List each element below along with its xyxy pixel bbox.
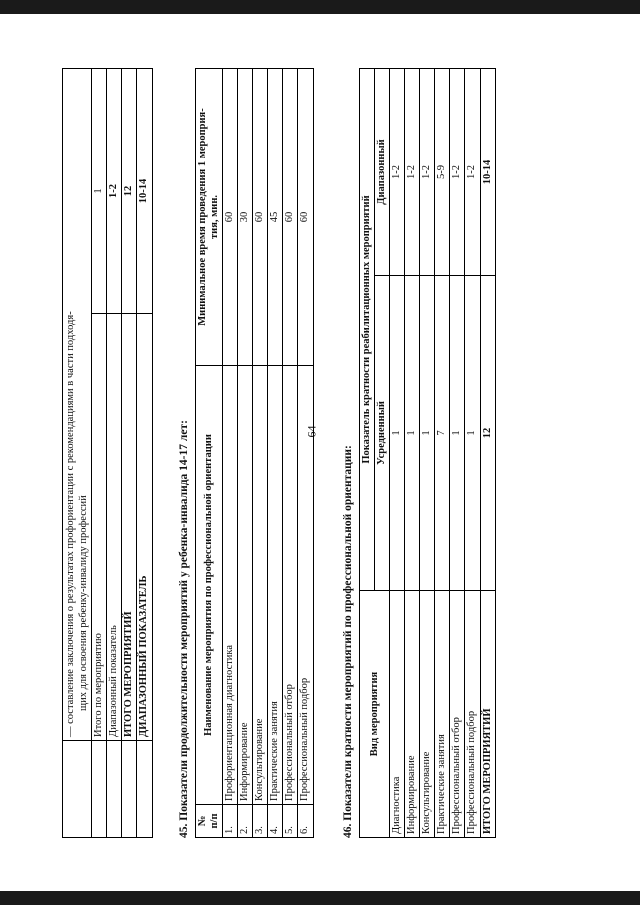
- table45-cell-num: 3.: [253, 805, 268, 838]
- table-row: [92, 69, 107, 838]
- carryover-table: [62, 68, 153, 838]
- carryover-text-line1: — составление заключения о результатах профориентации с рекомендациями в части подходя-: [65, 311, 76, 737]
- carryover-row-value: 12: [122, 69, 137, 314]
- table46-cell-type: Консультирование: [420, 591, 435, 838]
- carryover-text-row: [63, 69, 92, 838]
- carryover-row-label: ДИАПАЗОННЫЙ ПОКАЗАТЕЛЬ: [137, 314, 152, 741]
- carryover-row-label: Итого по мероприятию: [92, 314, 107, 741]
- carryover-row-value: 1-2: [107, 69, 122, 314]
- table-row: [137, 69, 152, 838]
- table46-cell-avg: 1: [420, 276, 435, 591]
- table46-cell-range: 1-2: [405, 69, 420, 276]
- table46-cell-avg: 7: [435, 276, 450, 591]
- table45-block: [195, 68, 314, 838]
- table45-cell-num: 6.: [298, 805, 313, 838]
- table46-cell-avg: 1: [465, 276, 480, 591]
- table45-heading: 45. Показатели продолжительности мероприятий у ребенка-инвалида 14-17 лет:: [178, 420, 190, 838]
- table46-heading: 46. Показатели кратности мероприятий по профессиональной ориентации:: [342, 445, 354, 838]
- table45-header-time-line2: тия, мин.: [209, 195, 221, 240]
- table45-cell-time: 60: [223, 69, 238, 366]
- table46-total-type: ИТОГО МЕРОПРИЯТИЙ: [480, 591, 495, 838]
- table46-cell-avg: 1: [450, 276, 465, 591]
- scan-border-top: [0, 0, 640, 14]
- table45-cell-num: 2.: [238, 805, 253, 838]
- table-row: [238, 69, 253, 838]
- table-header-row: [196, 69, 223, 838]
- table46-header-type: Вид мероприятия: [360, 591, 390, 838]
- table45-cell-num: 5.: [283, 805, 298, 838]
- table-row: [420, 69, 435, 838]
- carryover-row-value: 10-14: [137, 69, 152, 314]
- table45-header-num-line2: п/п: [209, 813, 221, 829]
- table46-cell-type: Информирование: [405, 591, 420, 838]
- table45-cell-num: 4.: [268, 805, 283, 838]
- table45-header-num-line1: №: [197, 815, 208, 827]
- table-row: [405, 69, 420, 838]
- table46-total-avg: 12: [480, 276, 495, 591]
- carryover-text-line2: щих для освоения ребенку-инвалиду профессий: [78, 495, 90, 711]
- table-row: [253, 69, 268, 838]
- table-row: [435, 69, 450, 838]
- scan-border-bottom: [0, 891, 640, 905]
- table-row: [450, 69, 465, 838]
- table45-cell-time: 45: [268, 69, 283, 366]
- table46-header-avg: Усредненный: [375, 276, 390, 591]
- table45-cell-name: Практические занятия: [268, 366, 283, 805]
- table45-cell-name: Информирование: [238, 366, 253, 805]
- table45-cell-name: Консультирование: [253, 366, 268, 805]
- table-row: [223, 69, 238, 838]
- table46-cell-avg: 1: [390, 276, 405, 591]
- table-total-row: [480, 69, 495, 838]
- carryover-table-block: [62, 68, 153, 838]
- table46-cell-type: Профессиональный отбор: [450, 591, 465, 838]
- table46-total-range: 10-14: [480, 69, 495, 276]
- table45-header-name: Наименование мероприятия по профессиональной ориентации: [196, 366, 223, 805]
- page-number: 64: [304, 425, 319, 438]
- table-row: [390, 69, 405, 838]
- table45-header-time-line1: Минимальное время проведения 1 мероприя-: [197, 108, 208, 326]
- table45-cell-time: 60: [253, 69, 268, 366]
- table46-cell-range: 1-2: [420, 69, 435, 276]
- table46-cell-range: 1-2: [390, 69, 405, 276]
- table45-cell-name: Профессиональный подбор: [298, 366, 313, 805]
- table46: [359, 68, 496, 838]
- table46-block: [359, 68, 496, 838]
- table-row: [107, 69, 122, 838]
- rotated-page-content: [50, 48, 520, 868]
- table-row: [465, 69, 480, 838]
- table46-header-range: Диапазонный: [375, 69, 390, 276]
- table45-cell-name: Профессиональный отбор: [283, 366, 298, 805]
- table46-header-group: Показатель кратности реабилитационных мероприятий: [360, 69, 375, 591]
- table-row: [283, 69, 298, 838]
- carryover-row-value: 1: [92, 69, 107, 314]
- carryover-row-label: ИТОГО МЕРОПРИЯТИЙ: [122, 314, 137, 741]
- table46-cell-type: Диагностика: [390, 591, 405, 838]
- table46-cell-range: 5-9: [435, 69, 450, 276]
- carryover-row-label: Диапазонный показатель: [107, 314, 122, 741]
- table45: [195, 68, 314, 838]
- table45-cell-num: 1.: [223, 805, 238, 838]
- table46-cell-avg: 1: [405, 276, 420, 591]
- table46-cell-type: Профессиональный подбор: [465, 591, 480, 838]
- table45-cell-time: 30: [238, 69, 253, 366]
- table45-cell-time: 60: [298, 69, 313, 366]
- table46-cell-range: 1-2: [465, 69, 480, 276]
- table46-cell-type: Практические занятия: [435, 591, 450, 838]
- table-row: [268, 69, 283, 838]
- table-header-row: [360, 69, 375, 838]
- table-row: [298, 69, 313, 838]
- table45-cell-name: Профориентационная диагностика: [223, 366, 238, 805]
- table45-cell-time: 60: [283, 69, 298, 366]
- table-row: [122, 69, 137, 838]
- table46-cell-range: 1-2: [450, 69, 465, 276]
